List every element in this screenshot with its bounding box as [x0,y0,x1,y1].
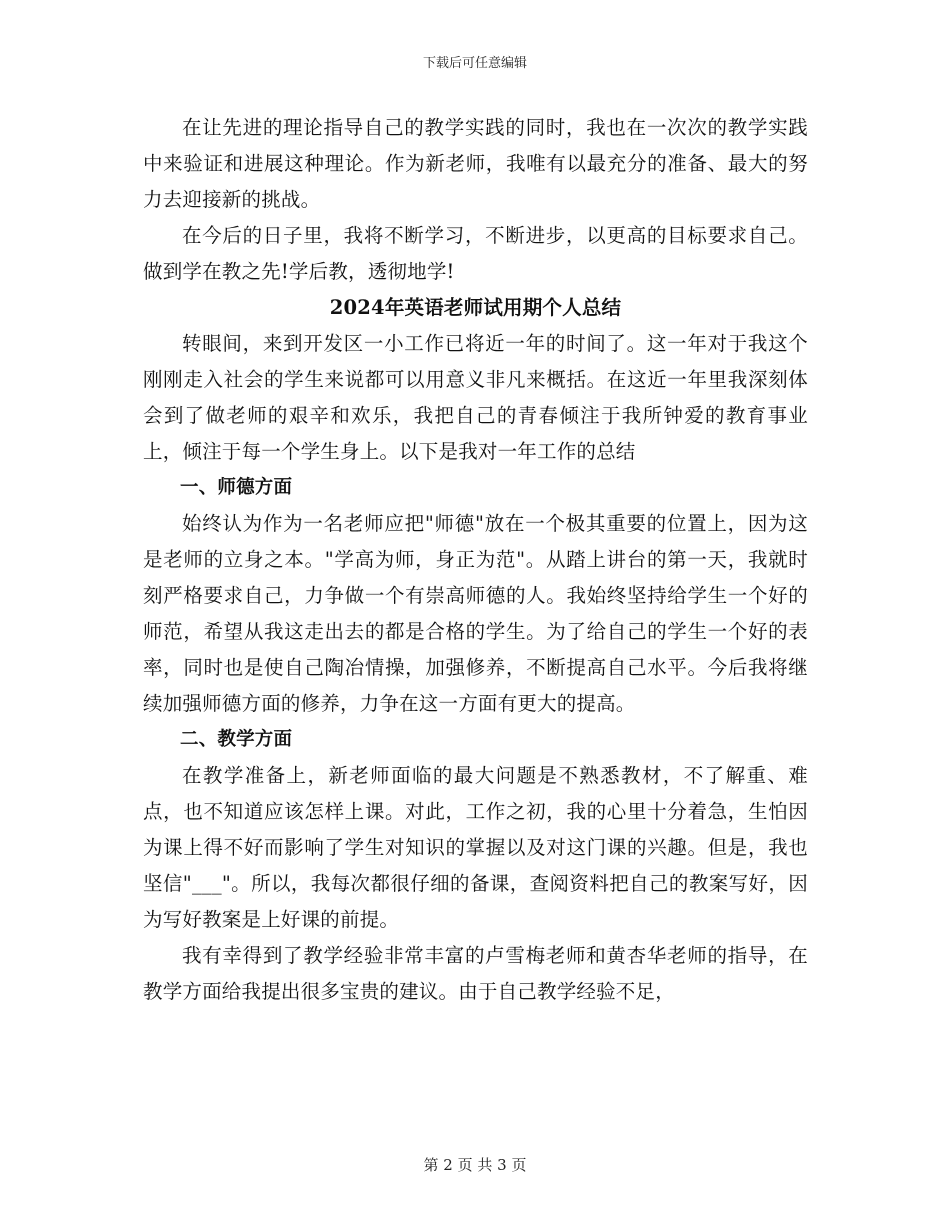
section-heading-teaching: 二、教学方面 [180,729,293,750]
page-number: 第 2 页 共 3 页 [423,1156,527,1174]
document-body [143,110,808,1010]
paragraph-ethics: 始终认为作为一名老师应把"师德"放在一个极其重要的位置上，因为这是老师的立身之本。"学高为师，身正为范"。从踏上讲台的第一天，我就时刻严格要求自己，力争做一个有崇高师德的人。我始终坚持给学生一个好的师范，希望从我这走出去的都是合格的学生。为了给自己的学生一个好的表率，同时也是使自己陶冶情操，加强修养，不断提高自己水平。今后我将继续加强师德方面的修养，力争在这一方面有更大的提高。 [143,512,808,715]
paragraph-theory-practice: 在让先进的理论指导自己的教学实践的同时，我也在一次次的教学实践中来验证和进展这种理论。作为新老师，我唯有以最充分的准备、最大的努力去迎接新的挑战。 [143,116,808,211]
paragraph-mentors: 我有幸得到了教学经验非常丰富的卢雪梅老师和黄杏华老师的指导，在教学方面给我提出很多宝贵的建议。由于自己教学经验不足， [143,944,808,1003]
paragraph-introduction: 转眼间，来到开发区一小工作已将近一年的时间了。这一年对于我这个刚刚走入社会的学生来说都可以用意义非凡来概括。在这近一年里我深刻体会到了做老师的艰辛和欢乐，我把自己的青春倾注于我所钟爱的教育事业上，倾注于每一个学生身上。以下是我对一年工作的总结 [143,332,808,463]
paragraph-teaching-preparation: 在教学准备上，新老师面临的最大问题是不熟悉教材，不了解重、难点，也不知道应该怎样上课。对此，工作之初，我的心里十分着急，生怕因为课上得不好而影响了学生对知识的掌握以及对这门课的兴趣。但是，我也坚信"___"。所以，我每次都很仔细的备课，查阅资料把自己的教案写好，因为写好教案是上好课的前提。 [143,764,808,931]
paragraph-future-learning: 在今后的日子里，我将不断学习，不断进步，以更高的目标要求自己。做到学在教之先!学后教，透彻地学! [143,224,808,283]
page-header: 下载后可任意编辑 [422,56,527,71]
section-heading-ethics: 一、师德方面 [180,477,293,498]
document-title: 2024年英语老师试用期个人总结 [329,296,622,319]
